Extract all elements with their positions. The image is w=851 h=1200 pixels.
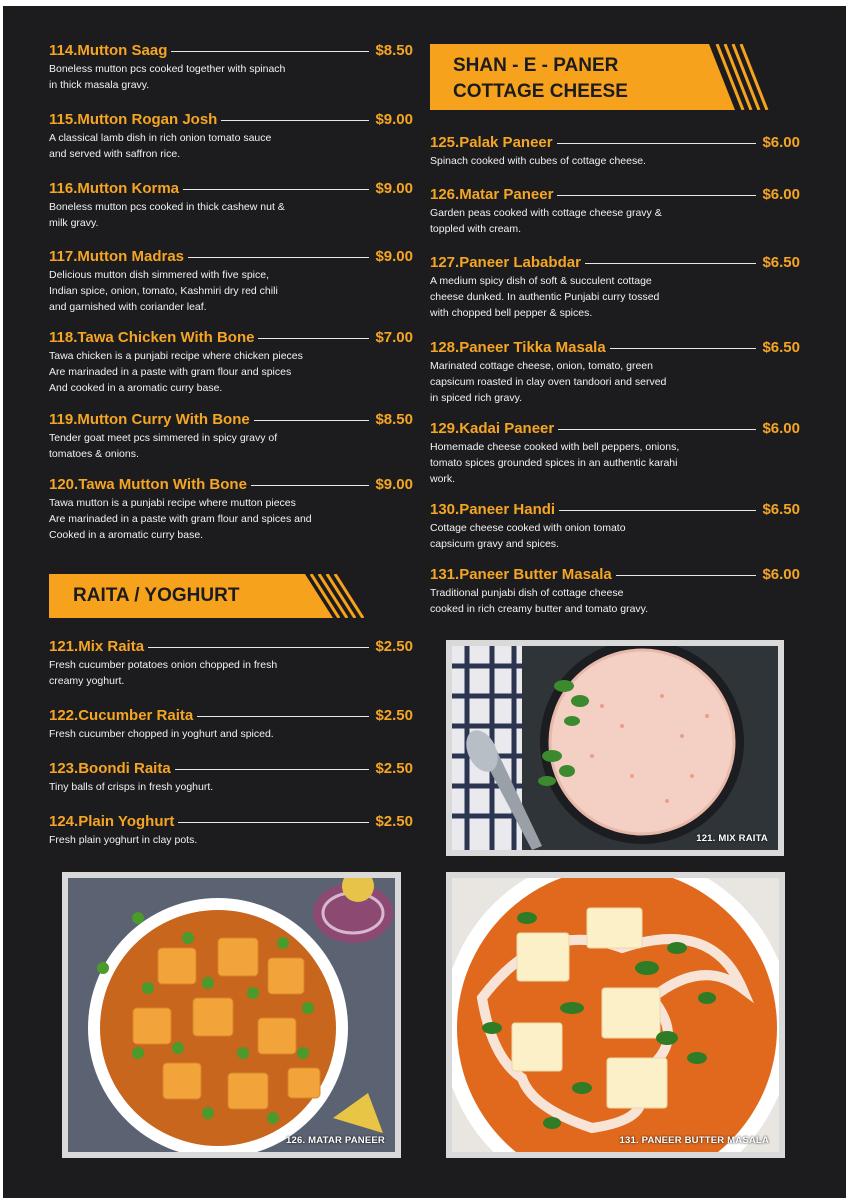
leader-line — [559, 510, 756, 511]
item-name: 118.Tawa Chicken With Bone — [49, 328, 255, 346]
menu-item — [49, 40, 413, 93]
item-price: $6.00 — [762, 133, 800, 151]
leader-line — [610, 348, 757, 349]
item-price: $6.50 — [762, 253, 800, 271]
menu-page — [3, 6, 846, 1198]
menu-item — [49, 474, 413, 543]
leader-line — [557, 143, 757, 144]
item-price: $6.00 — [762, 185, 800, 203]
leader-line — [251, 485, 370, 486]
item-name: 124.Plain Yoghurt — [49, 812, 175, 830]
item-description: Tawa chicken is a punjabi recipe where chicken pieces Are marinaded in a paste with gram flour and spices And cooked in a aromatic curry base. — [49, 350, 303, 394]
menu-item — [49, 246, 413, 315]
paneer-section-banner — [430, 44, 773, 110]
item-name: 119.Mutton Curry With Bone — [49, 410, 250, 428]
paneer-items-column — [430, 132, 800, 622]
matar-paneer-bowl-image — [68, 878, 395, 1152]
item-name: 120.Tawa Mutton With Bone — [49, 475, 247, 493]
item-price: $8.50 — [375, 410, 413, 428]
leader-line — [188, 257, 369, 258]
item-description: Tiny balls of crisps in fresh yoghurt. — [49, 781, 214, 793]
item-price: $2.50 — [375, 637, 413, 655]
item-price: $9.00 — [375, 247, 413, 265]
menu-item — [430, 418, 800, 487]
item-description: Homemade cheese cooked with bell peppers, onions, tomato spices grounded spices in an authentic karahi work. — [430, 441, 680, 485]
matar-paneer-photo — [62, 872, 401, 1158]
item-name: 122.Cucumber Raita — [49, 706, 194, 724]
stripes-decoration — [705, 44, 773, 110]
menu-item — [49, 758, 413, 795]
item-name: 128.Paneer Tikka Masala — [430, 338, 606, 356]
item-name: 115.Mutton Rogan Josh — [49, 110, 218, 128]
item-description: Fresh cucumber chopped in yoghurt and spiced. — [49, 728, 274, 740]
raita-section-banner — [49, 574, 367, 618]
menu-item — [49, 327, 413, 396]
item-price: $9.00 — [375, 179, 413, 197]
menu-item — [49, 109, 413, 162]
item-description: Delicious mutton dish simmered with five spice, Indian spice, onion, tomato, Kashmiri dry red chili and garnished with coriander leaf. — [49, 269, 278, 313]
item-price: $6.00 — [762, 419, 800, 437]
item-price: $2.50 — [375, 706, 413, 724]
leader-line — [221, 120, 369, 121]
item-description: Garden peas cooked with cottage cheese gravy & toppled with cream. — [430, 207, 662, 235]
menu-item — [49, 705, 413, 742]
menu-item — [430, 337, 800, 406]
item-description: Cottage cheese cooked with onion tomato capsicum gravy and spices. — [430, 522, 626, 550]
item-description: A classical lamb dish in rich onion tomato sauce and served with saffron rice. — [49, 132, 272, 160]
menu-item — [49, 178, 413, 231]
item-name: 127.Paneer Lababdar — [430, 253, 581, 271]
item-name: 114.Mutton Saag — [49, 41, 168, 59]
item-name: 129.Kadai Paneer — [430, 419, 555, 437]
menu-item — [430, 252, 800, 321]
mix-raita-photo — [446, 640, 784, 856]
item-description: Boneless mutton pcs cooked together with spinach in thick masala gravy. — [49, 63, 286, 91]
item-description: Fresh plain yoghurt in clay pots. — [49, 834, 198, 846]
photo-caption: 121. MIX RAITA — [696, 833, 768, 844]
menu-item — [49, 636, 413, 689]
section-subtitle: COTTAGE CHEESE — [453, 81, 628, 102]
photo-caption: 126. MATAR PANEER — [286, 1135, 385, 1146]
leader-line — [258, 338, 369, 339]
leader-line — [616, 575, 757, 576]
raita-items-column — [49, 636, 413, 846]
menu-item — [49, 811, 413, 848]
item-description: Fresh cucumber potatoes onion chopped in fresh creamy yoghurt. — [49, 659, 278, 687]
item-name: 125.Palak Paneer — [430, 133, 553, 151]
item-name: 131.Paneer Butter Masala — [430, 565, 612, 583]
item-description: Marinated cottage cheese, onion, tomato, green capsicum roasted in clay oven tandoori and served in spiced rich gravy. — [430, 360, 667, 404]
leader-line — [557, 195, 756, 196]
menu-item — [49, 409, 413, 462]
butter-masala-bowl-image — [452, 878, 779, 1152]
item-name: 117.Mutton Madras — [49, 247, 185, 265]
item-price: $9.00 — [375, 475, 413, 493]
section-title: RAITA / YOGHURT — [73, 585, 240, 606]
stripes-decoration — [297, 574, 367, 618]
item-name: 126.Matar Paneer — [430, 185, 554, 203]
item-name: 123.Boondi Raita — [49, 759, 171, 777]
item-description: Traditional punjabi dish of cottage cheese cooked in rich creamy butter and tomato gravy. — [430, 587, 649, 615]
item-description: Tender goat meet pcs simmered in spicy gravy of tomatoes & onions. — [49, 432, 278, 460]
paneer-butter-masala-photo — [446, 872, 785, 1158]
item-description: A medium spicy dish of soft & succulent cottage cheese dunked. In authentic Punjabi curry tossed with chopped bell pepper & spices. — [430, 275, 660, 319]
item-description: Boneless mutton pcs cooked in thick cashew nut & milk gravy. — [49, 201, 285, 229]
item-price: $8.50 — [375, 41, 413, 59]
leader-line — [254, 420, 370, 421]
item-name: 130.Paneer Handi — [430, 500, 556, 518]
item-description: Spinach cooked with cubes of cottage cheese. — [430, 155, 646, 167]
item-description: Tawa mutton is a punjabi recipe where mutton pieces Are marinaded in a paste with gram flour and spices and Cooked in a aromatic curry base. — [49, 497, 312, 541]
leader-line — [197, 716, 369, 717]
item-price: $2.50 — [375, 812, 413, 830]
photo-caption: 131. PANEER BUTTER MASALA — [619, 1135, 769, 1146]
item-name: 116.Mutton Korma — [49, 179, 180, 197]
menu-item — [430, 132, 800, 169]
section-title: SHAN - E - PANER — [453, 55, 619, 76]
menu-item — [430, 564, 800, 617]
leader-line — [183, 189, 369, 190]
leader-line — [175, 769, 370, 770]
leader-line — [178, 822, 369, 823]
item-price: $2.50 — [375, 759, 413, 777]
item-price: $6.50 — [762, 338, 800, 356]
menu-item — [430, 499, 800, 552]
item-price: $9.00 — [375, 110, 413, 128]
item-price: $7.00 — [375, 328, 413, 346]
leader-line — [585, 263, 757, 264]
menu-item — [430, 184, 800, 237]
mutton-items-column — [49, 40, 413, 550]
leader-line — [148, 647, 369, 648]
item-price: $6.00 — [762, 565, 800, 583]
leader-line — [558, 429, 756, 430]
leader-line — [171, 51, 369, 52]
item-price: $6.50 — [762, 500, 800, 518]
item-name: 121.Mix Raita — [49, 637, 145, 655]
raita-bowl-image — [452, 646, 778, 850]
